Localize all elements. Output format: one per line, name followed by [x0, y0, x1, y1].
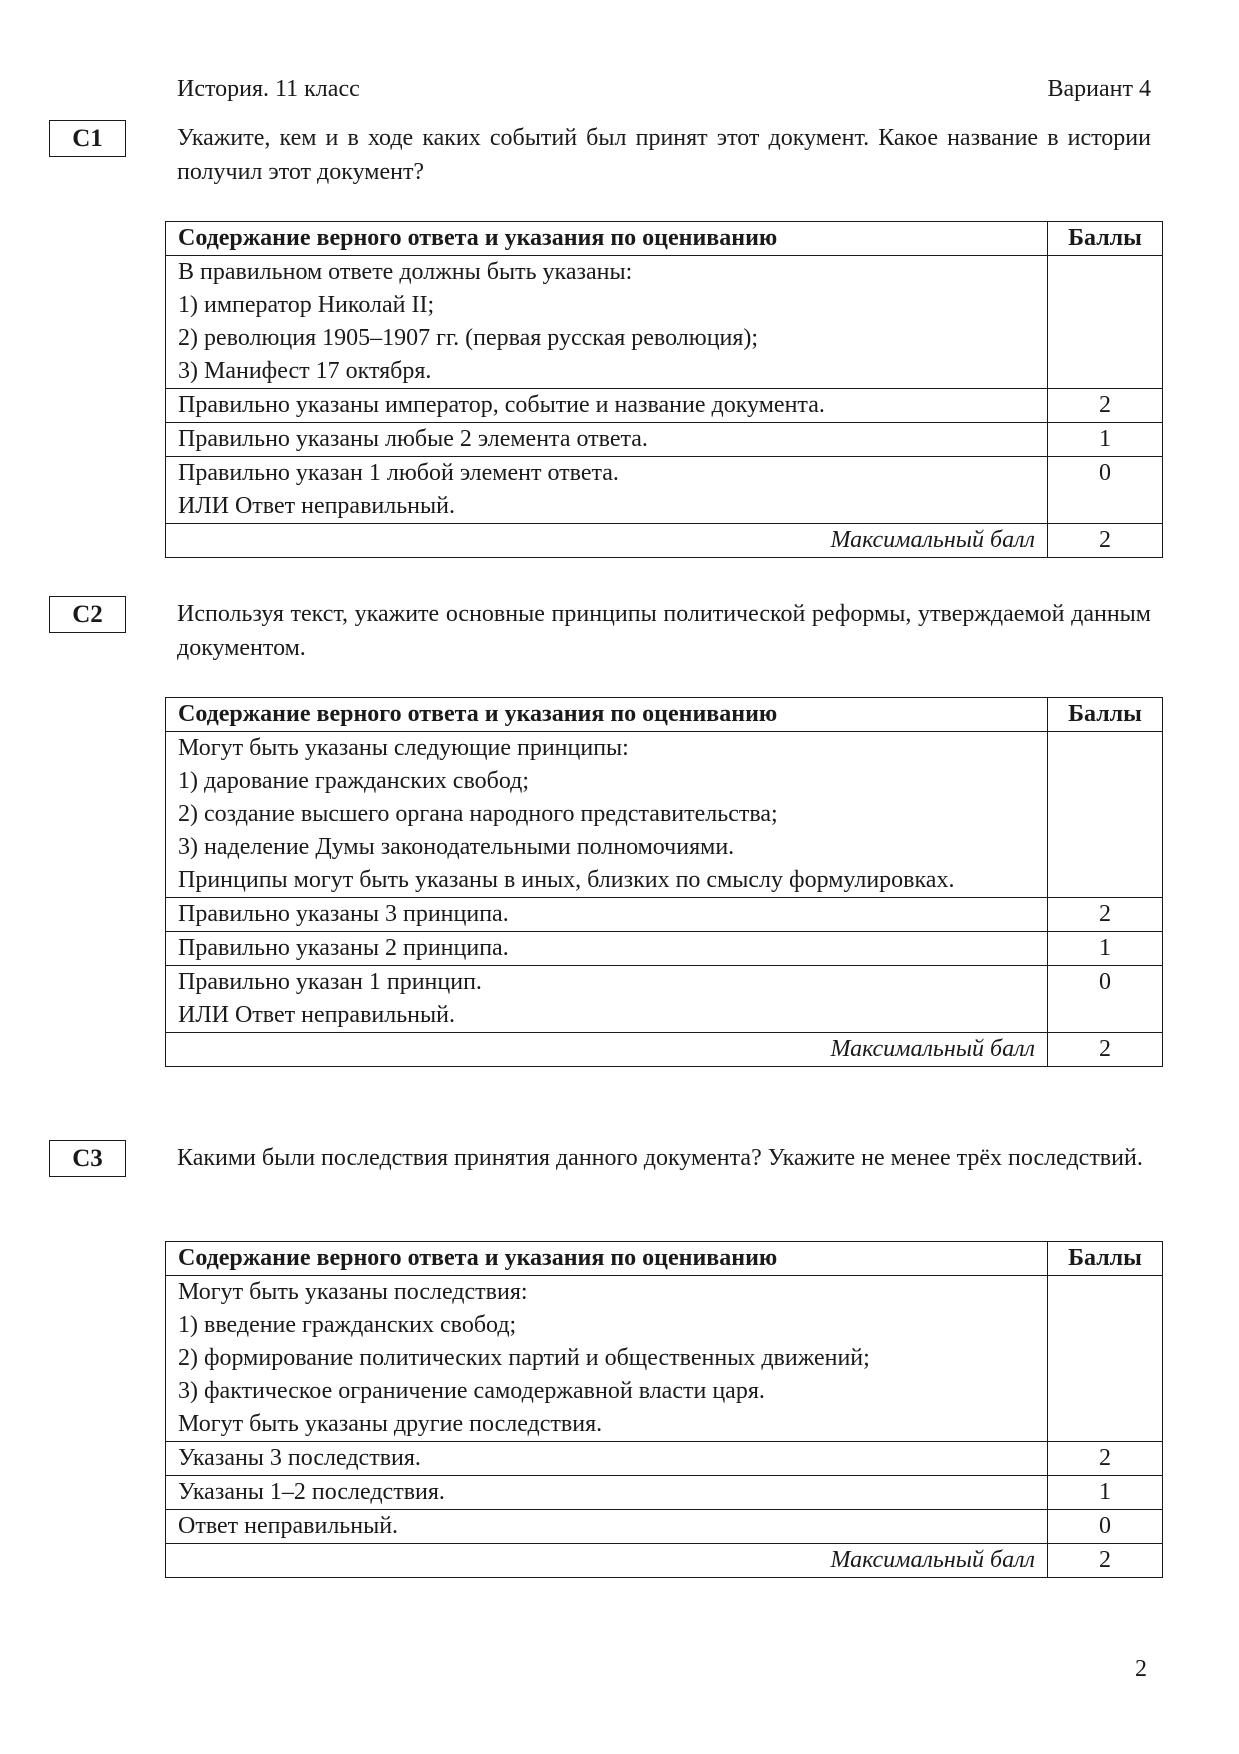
criteria-points: 2 [1048, 1442, 1163, 1476]
max-row [166, 1033, 1163, 1067]
criteria-text: Указаны 1–2 последствия. [166, 1476, 1048, 1510]
grading-table [165, 1241, 1163, 1578]
answer-row [166, 732, 1163, 898]
criteria-text [166, 966, 1048, 1033]
answer-content [166, 256, 1048, 389]
criteria-line: Правильно указан 1 любой элемент ответа. [178, 460, 619, 486]
answer-line: 3) Манифест 17 октября. [178, 358, 432, 384]
criteria-points: 1 [1048, 423, 1163, 457]
criteria-line: ИЛИ Ответ неправильный. [178, 1002, 455, 1028]
max-row [166, 524, 1163, 558]
criteria-row [166, 1476, 1163, 1510]
variant-label: Вариант 4 [1047, 76, 1151, 102]
criteria-text: Указаны 3 последствия. [166, 1442, 1048, 1476]
criteria-text: Ответ неправильный. [166, 1510, 1048, 1544]
criteria-row [166, 1442, 1163, 1476]
answer-line: 2) формирование политических партий и общественных движений; [178, 1345, 870, 1371]
answer-content [166, 1276, 1048, 1442]
content-header: Содержание верного ответа и указания по оцениванию [166, 222, 1048, 256]
table-header-row [166, 698, 1163, 732]
answer-content [166, 732, 1048, 898]
table-header-row [166, 1242, 1163, 1276]
criteria-points: 0 [1048, 966, 1163, 1033]
criteria-points: 0 [1048, 457, 1163, 524]
max-score-value: 2 [1048, 1033, 1163, 1067]
points-header: Баллы [1048, 1242, 1163, 1276]
criteria-text: Правильно указаны 2 принципа. [166, 932, 1048, 966]
criteria-row [166, 423, 1163, 457]
criteria-points: 1 [1048, 1476, 1163, 1510]
criteria-text: Правильно указаны император, событие и название документа. [166, 389, 1048, 423]
max-row [166, 1544, 1163, 1578]
answer-line: В правильном ответе должны быть указаны: [178, 259, 633, 285]
criteria-points: 2 [1048, 898, 1163, 932]
points-header: Баллы [1048, 222, 1163, 256]
answer-line: 3) фактическое ограничение самодержавной власти царя. [178, 1378, 765, 1404]
criteria-row [166, 457, 1163, 524]
max-score-label: Максимальный балл [166, 1544, 1048, 1578]
criteria-row [166, 389, 1163, 423]
criteria-row [166, 1510, 1163, 1544]
answer-row [166, 1276, 1163, 1442]
answer-line: Могут быть указаны последствия: [178, 1279, 528, 1305]
answer-line: 3) наделение Думы законодательными полномочиями. [178, 834, 735, 860]
answer-line: 2) революция 1905–1907 гг. (первая русская революция); [178, 325, 759, 351]
criteria-points: 1 [1048, 932, 1163, 966]
criteria-line: Правильно указан 1 принцип. [178, 969, 482, 995]
task-label: С2 [49, 596, 126, 633]
max-score-label: Максимальный балл [166, 1033, 1048, 1067]
task-question: Какими были последствия принятия данного документа? Укажите не менее трёх последствий. [177, 1145, 1143, 1171]
page-number: 2 [1135, 1656, 1147, 1682]
max-score-value: 2 [1048, 1544, 1163, 1578]
page-header [177, 76, 1151, 106]
answer-line: 1) введение гражданских свобод; [178, 1312, 517, 1338]
criteria-row [166, 932, 1163, 966]
content-header: Содержание верного ответа и указания по оцениванию [166, 1242, 1048, 1276]
table-header-row [166, 222, 1163, 256]
answer-line: 1) император Николай II; [178, 292, 435, 318]
subject-title: История. 11 класс [177, 76, 360, 102]
task-label: С1 [49, 120, 126, 157]
max-score-label: Максимальный балл [166, 524, 1048, 558]
answer-line: Могут быть указаны другие последствия. [178, 1411, 603, 1437]
task-question: Укажите, кем и в ходе каких событий был принят этот документ. Какое название в истории получил этот документ? [177, 125, 1151, 185]
grading-table [165, 221, 1163, 558]
answer-row [166, 256, 1163, 389]
task-question: Используя текст, укажите основные принципы политической реформы, утверждаемой данным документом. [177, 601, 1151, 661]
criteria-row [166, 966, 1163, 1033]
answer-line: Принципы могут быть указаны в иных, близких по смыслу формулировках. [178, 867, 955, 893]
content-header: Содержание верного ответа и указания по оцениванию [166, 698, 1048, 732]
criteria-points: 0 [1048, 1510, 1163, 1544]
task-label: С3 [49, 1140, 126, 1177]
criteria-text [166, 457, 1048, 524]
answer-line: 1) дарование гражданских свобод; [178, 768, 530, 794]
answer-points-empty [1048, 732, 1163, 898]
criteria-line: ИЛИ Ответ неправильный. [178, 493, 455, 519]
points-header: Баллы [1048, 698, 1163, 732]
criteria-points: 2 [1048, 389, 1163, 423]
criteria-text: Правильно указаны 3 принципа. [166, 898, 1048, 932]
criteria-row [166, 898, 1163, 932]
answer-line: 2) создание высшего органа народного представительства; [178, 801, 778, 827]
max-score-value: 2 [1048, 524, 1163, 558]
grading-table [165, 697, 1163, 1067]
criteria-text: Правильно указаны любые 2 элемента ответа. [166, 423, 1048, 457]
answer-line: Могут быть указаны следующие принципы: [178, 735, 629, 761]
answer-points-empty [1048, 1276, 1163, 1442]
answer-points-empty [1048, 256, 1163, 389]
